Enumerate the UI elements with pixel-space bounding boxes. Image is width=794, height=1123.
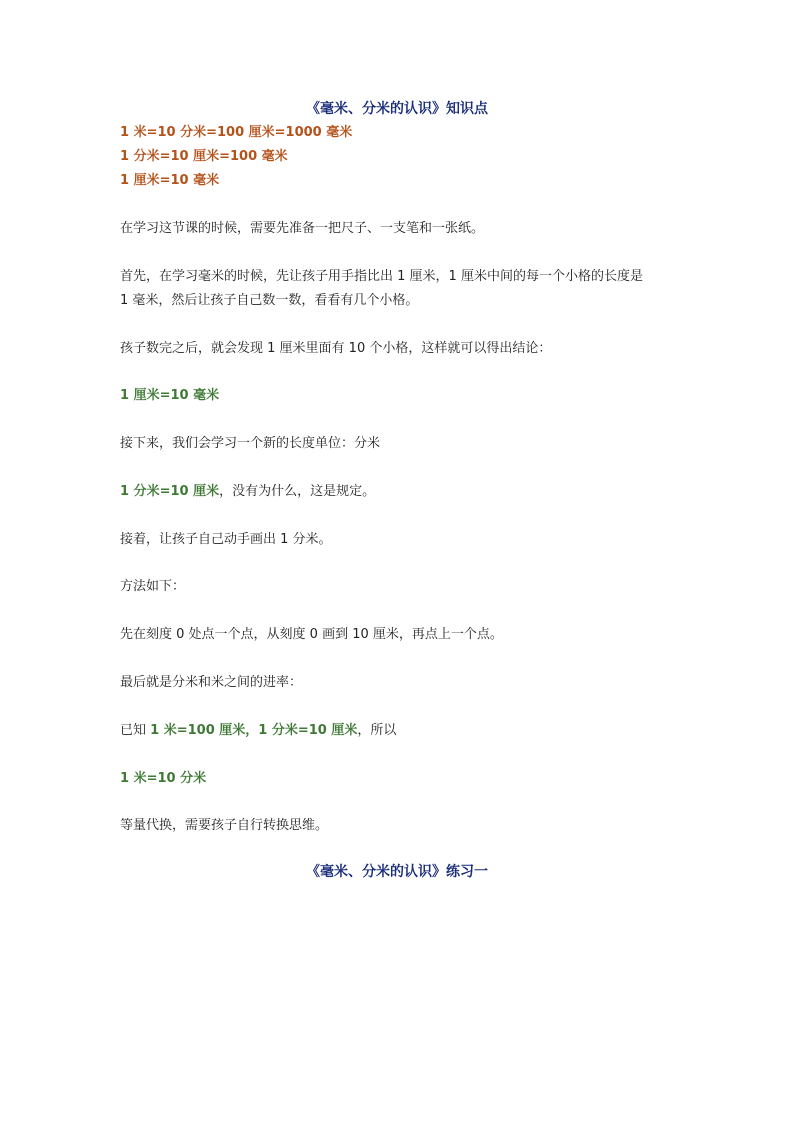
paragraph-known bbox=[120, 721, 396, 741]
formula-meter: 1 米=10 分米=100 厘米=1000 毫米 bbox=[120, 125, 353, 140]
paragraph-first-line-1: 首先，在学习毫米的时候，先让孩子用手指比出 1 厘米，1 厘米中间的每一个小格的长度是 bbox=[120, 269, 643, 284]
conclusion-cm-mm: 1 厘米=10 毫米 bbox=[120, 388, 220, 403]
exercise-title: 《毫米、分米的认识》练习一 bbox=[306, 864, 488, 880]
formula-decimeter: 1 分米=10 厘米=100 毫米 bbox=[120, 149, 288, 164]
document-title: 《毫米、分米的认识》知识点 bbox=[306, 101, 488, 117]
paragraph-equiv: 等量代换，需要孩子自行转换思维。 bbox=[120, 818, 329, 833]
paragraph-steps: 先在刻度 0 处点一个点，从刻度 0 画到 10 厘米，再点上一个点。 bbox=[120, 627, 503, 642]
paragraph-dm-rule bbox=[120, 482, 375, 502]
dm-rule-rest: ，没有为什么，这是规定。 bbox=[219, 484, 376, 499]
paragraph-rate: 最后就是分米和米之间的进率： bbox=[120, 675, 303, 690]
known-prefix: 已知 bbox=[120, 723, 151, 738]
formula-centimeter: 1 厘米=10 毫米 bbox=[120, 173, 220, 188]
paragraph-method: 方法如下： bbox=[120, 579, 186, 594]
known-bold: 1 米=100 厘米，1 分米=10 厘米 bbox=[150, 723, 358, 738]
dm-rule-bold: 1 分米=10 厘米 bbox=[120, 484, 220, 499]
known-suffix: ，所以 bbox=[357, 723, 397, 738]
paragraph-prepare: 在学习这节课的时候，需要先准备一把尺子、一支笔和一张纸。 bbox=[120, 221, 485, 236]
paragraph-next: 接下来，我们会学习一个新的长度单位：分米 bbox=[120, 436, 381, 451]
paragraph-draw: 接着，让孩子自己动手画出 1 分米。 bbox=[120, 532, 332, 547]
paragraph-first-line-2: 1 毫米，然后让孩子自己数一数，看看有几个小格。 bbox=[120, 293, 419, 308]
paragraph-count: 孩子数完之后，就会发现 1 厘米里面有 10 个小格，这样就可以得出结论： bbox=[120, 341, 552, 356]
conclusion-m-dm: 1 米=10 分米 bbox=[120, 771, 207, 786]
